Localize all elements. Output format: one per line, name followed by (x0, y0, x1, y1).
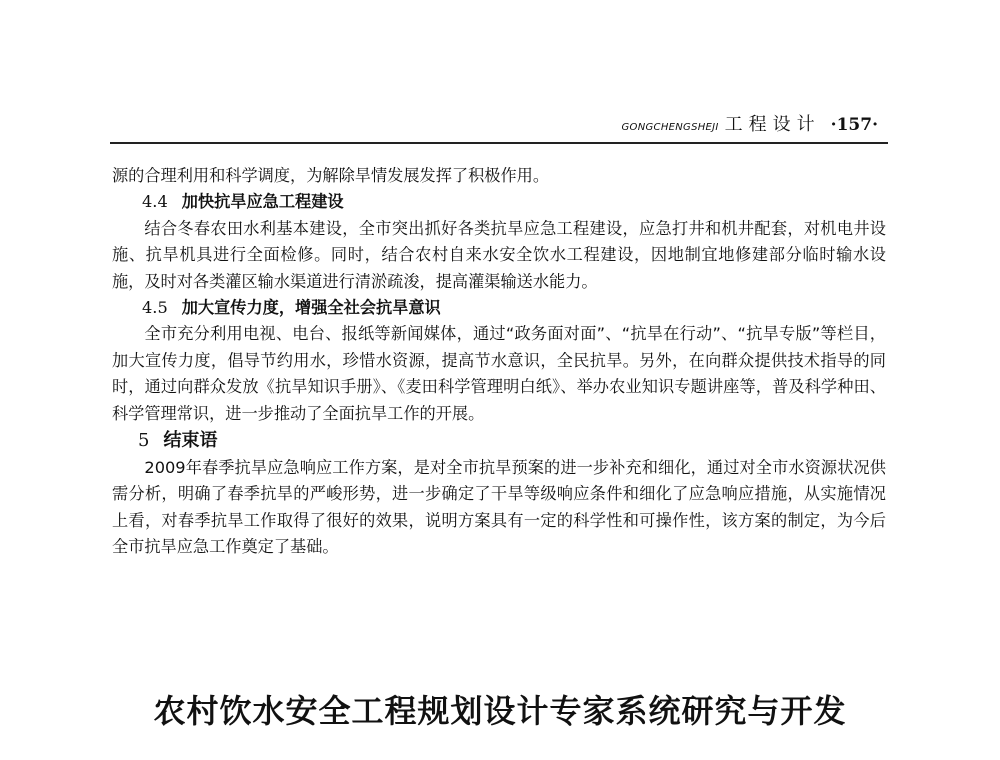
section-number: 5 (138, 430, 150, 452)
section-4-5-paragraph: 全市充分利用电视、电台、报纸等新闻媒体，通过“政务面对面”、“抗旱在行动”、“抗旱专版”等栏目，加大宣传力度，倡导节约用水，珍惜水资源，提高节水意识，全民抗旱。另外，在向群众提供技术指导的同时，通过向群众发放《抗旱知识手册》、《麦田科学管理明白纸》、举办农业知识专题讲座等，普及科学种田、科学管理常识，进一步推动了全面抗旱工作的开展。 (112, 324, 886, 423)
section-title: 结束语 (163, 430, 218, 452)
header-right (621, 110, 878, 136)
intro-paragraph: 源的合理利用和科学调度，为解除旱情发展发挥了积极作用。 (112, 166, 550, 185)
section-number: 4.5 (142, 298, 168, 318)
next-article-title: 农村饮水安全工程规划设计专家系统研究与开发 (153, 692, 847, 730)
section-title: 加快抗旱应急工程建设 (181, 192, 344, 212)
journal-name: 工程设计 (724, 114, 821, 135)
page-number: ·157· (830, 115, 878, 135)
section-5-paragraph: 2009年春季抗旱应急响应工作方案，是对全市抗旱预案的进一步补充和细化，通过对全市水资源状况供需分析，明确了春季抗旱的严峻形势，进一步确定了干旱等级响应条件和细化了应急响应措施，从实施情况上看，对春季抗旱工作取得了很好的效果，说明方案具有一定的科学性和可操作性，该方案的制定，为今后全市抗旱应急工作奠定了基础。 (112, 458, 886, 557)
article-body (112, 163, 886, 561)
section-heading-4-5 (112, 295, 886, 321)
section-title: 加大宣传力度，增强全社会抗旱意识 (181, 298, 441, 318)
section-4-4-paragraph: 结合冬春农田水利基本建设，全市突出抓好各类抗旱应急工程建设，应急打井和机井配套，对机电井设施、抗旱机具进行全面检修。同时，结合农村自来水安全饮水工程建设，因地制宜地修建部分临时输水设施，及时对各类灌区输水渠道进行清淤疏浚，提高灌渠输送水能力。 (112, 218, 886, 291)
section-heading-5 (112, 427, 886, 455)
section-heading-4-4 (112, 189, 886, 215)
section-number: 4.4 (142, 192, 168, 212)
running-header (110, 112, 888, 144)
journal-name-pinyin: GONGCHENGSHEJI (621, 122, 719, 133)
